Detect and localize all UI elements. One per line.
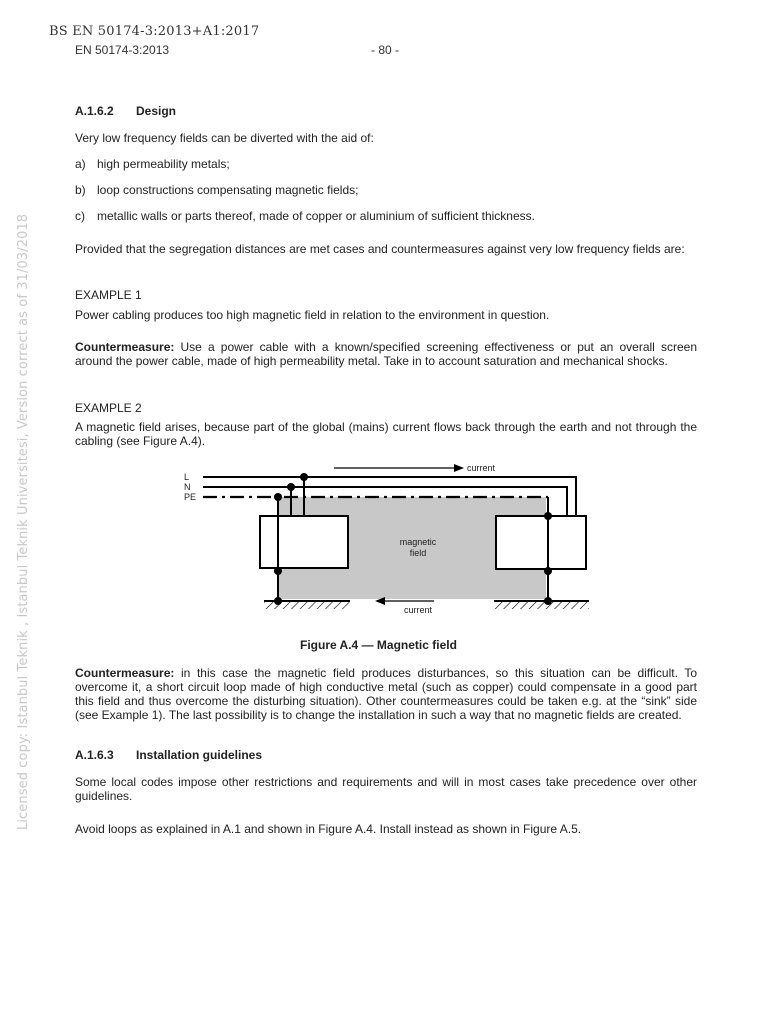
label-current-bottom: current	[404, 605, 433, 615]
earth-hatch-left	[264, 602, 350, 609]
standard-code: BS EN 50174-3:2013+A1:2017	[49, 24, 260, 39]
section-title: Installation guidelines	[136, 748, 263, 762]
example1-countermeasure	[75, 340, 697, 368]
countermeasure-text: Use a power cable with a known/specified screening effectiveness or put an overall screen around the power cable, made of high permeability metal. Take in to account saturation and mechanical shocks.	[75, 340, 697, 368]
example1-label: EXAMPLE 1	[75, 288, 142, 302]
label-L: L	[184, 472, 190, 482]
page-number: - 80 -	[371, 43, 400, 57]
example1-text: Power cabling produces too high magnetic field in relation to the environment in question.	[75, 308, 550, 322]
standard-subcode: EN 50174-3:2013	[75, 43, 170, 57]
figure-caption: Figure A.4 — Magnetic field	[300, 638, 457, 652]
junction-dot	[544, 512, 552, 520]
list-marker: b)	[75, 183, 86, 197]
countermeasure-paragraph	[75, 666, 697, 722]
countermeasure-text: in this case the magnetic field produces disturbances, so this situation can be difficult. To overcome it, a short circuit loop made of high conductive metal (such as copper) could compensate in a good part this field and thus overcome the disturbing situation). Other countermeasures could be taken e.g. at the “sink” side (see Example 1). The last possibility is to change the installation in such a way that no magnetic fields are created.	[75, 666, 697, 722]
section-heading-installation	[75, 748, 697, 762]
example2-text: A magnetic field arises, because part of the global (mains) current flows back through the earth and not through the cabling (see Figure A.4).	[75, 420, 697, 448]
section-heading-design	[75, 104, 697, 118]
list-text: high permeability metals;	[97, 157, 230, 171]
list-marker: c)	[75, 209, 85, 223]
intro-paragraph: Very low frequency fields can be diverted with the aid of:	[75, 131, 374, 145]
license-watermark: Licensed copy: Istanbul Teknik , Istanbul Teknik Universitesi, Version correct as of 31/03/2018	[16, 213, 31, 830]
junction-dot	[274, 493, 282, 501]
magnetic-field-diagram	[178, 459, 593, 621]
installation-paragraph-2: Avoid loops as explained in A.1 and shown in Figure A.4. Install instead as shown in Figure A.5.	[75, 822, 582, 836]
list-text: metallic walls or parts thereof, made of copper or aluminium of sufficient thickness.	[97, 209, 535, 223]
installation-paragraph: Some local codes impose other restrictions and requirements and will in most cases take precedence over other guidelines.	[75, 775, 697, 803]
earth-hatch-right	[494, 602, 589, 609]
label-magnetic: magnetic	[399, 537, 437, 547]
equipment-box-left	[260, 516, 348, 568]
arrowhead-right	[454, 464, 464, 472]
example2-label: EXAMPLE 2	[75, 401, 142, 415]
section-number: A.1.6.3	[75, 748, 114, 762]
list-item	[75, 157, 697, 171]
section-number: A.1.6.2	[75, 104, 114, 118]
provided-paragraph: Provided that the segregation distances are met cases and countermeasures against very low frequency fields are:	[75, 242, 685, 256]
label-PE: PE	[184, 492, 197, 502]
list-marker: a)	[75, 157, 86, 171]
list-item	[75, 209, 697, 223]
countermeasure-label: Countermeasure:	[75, 666, 175, 680]
label-N: N	[184, 482, 191, 492]
junction-dot	[274, 567, 282, 575]
junction-dot	[287, 483, 295, 491]
equipment-box-right	[496, 516, 586, 569]
countermeasure-label: Countermeasure:	[75, 340, 175, 354]
list-text: loop constructions compensating magnetic fields;	[97, 183, 359, 197]
label-field: field	[409, 548, 427, 558]
section-title: Design	[136, 104, 177, 118]
junction-dot	[544, 567, 552, 575]
list-item	[75, 183, 697, 197]
junction-dot	[300, 473, 308, 481]
label-current-top: current	[467, 463, 496, 473]
